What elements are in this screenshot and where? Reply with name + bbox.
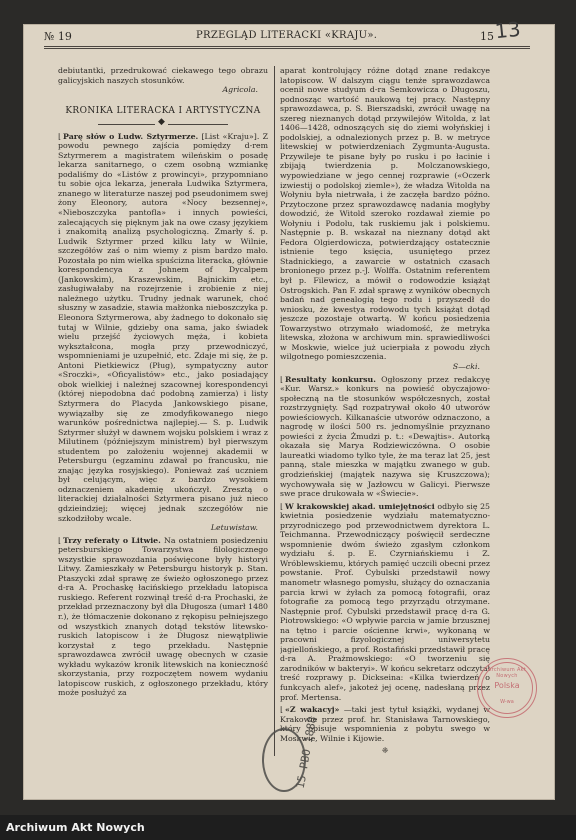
footer-text: Archiwum Akt Nowych — [6, 821, 145, 834]
article-heading: Parę słów o Ludw. Sztyrmerze. — [63, 131, 199, 141]
continuation-signature: S—cki. — [452, 361, 480, 371]
right-column — [280, 66, 490, 756]
article-heading: Resultaty konkursu. — [285, 374, 376, 384]
intro-signature: Agricola. — [222, 85, 258, 95]
journal-title: PRZEGLĄD LITERACKI «KRAJU». — [196, 30, 378, 41]
footer-bar — [0, 815, 576, 840]
paragraph-mark-icon: ⌊ — [280, 705, 284, 715]
article — [58, 132, 268, 523]
section-title: KRONIKA LITERACKA I ARTYSTYCZNA — [65, 105, 261, 116]
header-rule-top — [44, 46, 530, 47]
postmark — [262, 715, 320, 792]
header-rule-bottom — [44, 48, 530, 49]
article — [280, 502, 490, 702]
paragraph-mark-icon: ⌊ — [58, 535, 62, 545]
left-column — [58, 66, 268, 756]
end-ornament-icon: ❈ — [381, 746, 389, 756]
continuation-paragraph: aparat kontrolujący różne dotąd znane redakcye latopiscow. W dalszym ciągu tenże sprawozdawca ocenił nowe studyum d-ra Semkowicza o Długoszu, podnosząc wartość naukową tej pracy. Następny sprawozdawca, p. S. Bierszadski, zwrócił uwagę na szereg nieznanych dotąd przywilejów Witolda, z lat 1406—1428, odnoszących się do ziemi wołyńskiej i podolskiej, a odnalezionych przez p. B. w metryce litewskiej w potwierdzeniach Zygmunta-Augusta. Przywileje te pisane były po rusku i po łacinie i zbijają twierdzenia p. Molczanowskiego, wypowiedziane w jego cennej rozprawie («Oczerk izwiestij o podolskoj ziemle»), że władza Witolda na Wołyniu była nietrwała, i że zaczęła bardzo późno. Przytoczone przez sprawozdawcę nadania mogłyby dowodzić, że Witold szeroko rozdawał ziemie po Wołyniu i Podolu, tak ruskiemu jak i polskiemu. Następnie p. B. wskazał na nieznany dotąd akt Fedora Olgierdowicza, potwierdzający ostatecznie istnienie tego księcia, usuniętego przez Stadnickiego, a zawarcie w ostatnich czasach bronionego przez p.-J. Wolffa. Ostatnim referentem był p. Filewicz, a mówił o rodowodzie książąt Ostrogskich. Pan F. zdał sprawę z wyników obecnych badań nad genealogią tego rodu i przyszedł do wniosku, że kwestya rodowodu tych książąt dotąd jeszcze pozostaje otwartą. W końcu posiedzenia Towarzystwo otrzymało wiadomość, że metryka litewska, złożona w archiwum min. sprawiedliwości w Moskwie, wielce już ucierpiała z powodu złych wilgotnego pomieszczenia. — [280, 66, 490, 362]
handwritten-annotation: 13 — [493, 16, 522, 44]
issue-number: № 19 — [44, 30, 72, 43]
column-divider — [274, 66, 275, 756]
archive-stamp — [477, 658, 537, 718]
paragraph-mark-icon: ⌊ — [280, 374, 284, 384]
article-heading: Trzy referaty o Litwie. — [63, 535, 161, 545]
article-heading: «Z wakacyj» — [285, 705, 340, 715]
article-signature: Letuwistaw. — [210, 523, 258, 533]
article-text: Ogłoszony przez redakcyę «Kur. Warsz.» konkurs na powieść obyczajowo-społeczną na tle stosunków współczesnych, został rozstrzygnięty. Sąd rozpatrywał około 40 utworów powieściowych. Kilkanaście utworów odznaczono, a nagrodę w ilości 500 rs. jednomyślnie przyznano powieści z życia Żmudzi p. t.: «Dewajtis». Autorką okazała się Marya Rodziewiczówna. O osobie laureatki wiadomo tylko tyle, że ma teraz lat 25, jest panną, stale mieszka w majątku zwanego w gub. grodzieńskiej (majątek nazywa się Kruszczowa); wychowywała się w Jazłowcu w Galicyi. Pierwsze swe prace drukowała w «Świecie». — [280, 374, 490, 499]
article-text: odbyło się 25 kwietnia posiedzenie wydziału matematyczno-przyrodniczego pod przewodnictwem dyrektora L. Teichmanna. Przewodniczący poświęcił serdeczne wspomnienie dwóm świeżo zgasłym członkom wydziału ś. p. E. Czyrniańskiemu i Z. Wróblewskiemu, których pamięć uczcili obecni przez powstanie. Prof. Cybulski przedstawił nowy manometr własnego pomysłu, służący do oznaczania parcia krwi w żyłach za pomocą fotografii, oraz fotografie za pomocą tego przyrządu otrzymane. Następnie prof. Cybulski przedstawił pracę d-ra G. Piotrowskiego: «O wpływie parcia w jamie brzusznej na tętno i parcie ościenne krwi», wykonaną w pracowni fizyologicznej uniwersytetu jagiellońskiego, a prof. Rostafiński przedstawił pracę d-ra A. Prażmowskiego: «O tworzeniu się zarodników w bakteryi». W końcu sekretarz odczytał treść rozprawy p. Dickseina: «Kilka twierdzeń o funkcyach alef», jakoteż jej ocenę, nadesłaną przez prof. Mertensa. — [280, 501, 490, 702]
article-heading: W krakowskiej akad. umiejętności — [285, 501, 435, 511]
article — [280, 375, 490, 499]
article-text: —taki jest tytuł książki, wydanej w Krakowie przez prof. hr. Stanisława Tarnowskiego, który opisuje wspomnienia z pobytu swego w Moskwie, Wilnie i Kijowie. — [280, 705, 490, 743]
stamp-bottom-text: W-wa — [500, 699, 514, 705]
article-text: Na ostatniem posiedzeniu petersburskiego Towarzystwa filologicznego wszystkie sprawozdania poświęcone były historyi Litwy. Zamieszkały w Petersburgu historyk p. Stan. Ptaszycki zdał sprawę ze świeżo ogłoszonego przez d-ra A. Prochaskę łacińskiego przekładu latopisca ruskiego. Referent rozwinął treść d-ra Prochaski, że przekład przeznaczony był dla Długosza (umarł 1480 r.), że tłómaczenie dokonano z rękopisu pełniejszego od wszystkich znanych dotąd tekstów litewsko-ruskich latopiscow i że Długosz niewątpliwie korzystał z tego przekładu. Następnie sprawozdawca zwrócił uwagę obecnych w czasie wykładu wykazów kronik litewskich na konieczność skorzystania, przy rozpoczętem nowem wydaniu latopiscow ruskich, z ogłoszonego przekładu, który może posłużyć za — [58, 535, 268, 698]
paragraph-mark-icon: ⌊ — [58, 131, 62, 141]
article-text: [List «Kraju»]. Z powodu pewnego zajścia pomiędzy d-rem Sztyrmerem a magistratem wileńskim o posadę lekarza sanitarnego, o czem osobną wzmiankę podaliśmy do «Listów z prowincyi», przypomniano tu sobie ojca lekarza, jenerała Ludwika Sztyrmera, znanego w literaturze naszej pod pseudonimem swej żony Eleonory, autora «Nocy bezsennej», «Nieboszczyka pantofla» i innych powieści, zalecających się pięknym jak na owe czasy językiem i znakomitą analizą psychologiczną. Zmarły ś. p. Ludwik Sztyrmer przed kilku laty w Wilnie, szczegółów zaś o nim wiemy z pism bardzo mało. Pozostała po nim wielka spuścizna literacka, głównie korespondencya z Johnem of Dycalpem (Jankowskim), Kraszewskim, Bajnickim etc., zasługiwałaby na rozejrzenie i zrobienie z niej należnego użytku. Trudny jednak warunek, choć słuszny w zasadzie, stawia małżonka nieboszczyka p. Eleonora Sztyrmerowa, aby żadnego to dokonało się tutaj w Wilnie, gdzieby ona sama, jako świadek wielu przejść życiowych męża, i kobieta wykształcona, mogła przy przewodniczyć, wspomnieniami je uzupełnić, etc. Zdaje mi się, że p. Antoni Pietkiewicz (Pług), sympatyczny autor «Sroczki», «Oficyalistów» etc., jako posiadający obok wielkiej i należnej szacownej korespondencyi (której niepodobna dać podobną zamierza) i listy Sztyrmera do Placyda Jankowskiego pisane, wywiązałby się ze zmodyfikowanego niego warunków pośrednictwa najlepiej.— S. p. Ludwik Sztyrmer służył w dawnem wojsku polskiem i wraz z Milutinem (późniejszym ministrem) był pierwszym studentem po założeniu wojennej akademii w Petersburgu (egzaminu zdawał po francusku, nie znając języka rosyjskiego). Ponieważ zaś uczniem był celującym, więc z bardzo wysokiem odznaczeniem akademię ukończył. Zresztą o literackiej działalności Sztyrmera pisano już nieco gdzieindziej; więcej jednak szczegółów nie szkodziłoby wcale. — [58, 131, 268, 523]
ornament-icon: ◆ — [155, 117, 168, 127]
paragraph-mark-icon: ⌊ — [280, 501, 284, 511]
stamp-ring-text: Archiwum Akt Nowych — [487, 667, 527, 679]
article — [58, 536, 268, 698]
page-number: 15 — [480, 30, 494, 43]
stamp-center-text: Polska — [494, 681, 520, 690]
intro-paragraph: debiutantki, przedrukować ciekawego tego obrazu galicyjskich naszych stosunków. — [58, 66, 268, 85]
postmark-text: 15 PBO 1888 — [293, 715, 320, 790]
section-ornament — [58, 116, 268, 129]
